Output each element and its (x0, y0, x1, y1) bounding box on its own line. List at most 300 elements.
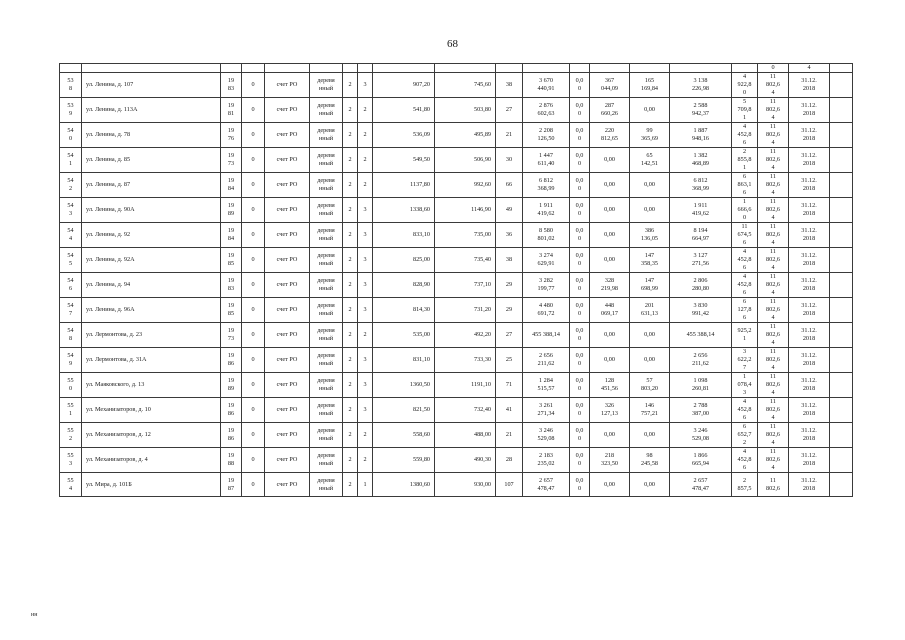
table-cell: 11 674,5 6 (732, 223, 758, 248)
table-cell: 825,00 (373, 248, 435, 273)
table-cell: 831,10 (373, 348, 435, 373)
table-cell: 907,20 (373, 73, 435, 98)
table-cell-empty (830, 398, 853, 423)
table-cell: 0 (242, 98, 265, 123)
table-cell (830, 64, 853, 73)
table-cell: 19 73 (221, 148, 242, 173)
table-cell: 11 802,6 4 (758, 223, 789, 248)
table-cell-empty (830, 323, 853, 348)
address-cell: ул. Ленина, д. 92А (82, 248, 221, 273)
table-cell: деревя нный (310, 73, 343, 98)
table-cell: 19 85 (221, 298, 242, 323)
table-cell-empty (830, 298, 853, 323)
table-cell: 2 (358, 173, 373, 198)
table-cell (221, 64, 242, 73)
table-cell: 99 365,69 (630, 123, 670, 148)
table-cell: 2 183 235,02 (523, 448, 570, 473)
table-cell: 11 802,6 4 (758, 98, 789, 123)
footer-mark: нн (31, 612, 38, 618)
table-cell: счет РО (265, 398, 310, 423)
table-cell: деревя нный (310, 423, 343, 448)
table-cell: 732,40 (435, 398, 496, 423)
table-cell: 0 (242, 173, 265, 198)
table-row (60, 323, 853, 348)
table-cell: 992,60 (435, 173, 496, 198)
table-cell: 3 246 529,08 (670, 423, 732, 448)
table-cell: 147 358,35 (630, 248, 670, 273)
table-cell: 31.12. 2018 (789, 373, 830, 398)
table-cell: 1 911 419,62 (670, 198, 732, 223)
table-cell: 828,90 (373, 273, 435, 298)
table-cell: 19 83 (221, 73, 242, 98)
table-cell (732, 64, 758, 73)
table-cell: 821,50 (373, 398, 435, 423)
table-cell: 4 452,8 6 (732, 123, 758, 148)
table-cell: 54 1 (60, 148, 82, 173)
table-cell: 0,0 0 (570, 398, 590, 423)
table-cell: 833,10 (373, 223, 435, 248)
table-cell: 2 656 211,62 (670, 348, 732, 373)
table-cell: 2 (343, 73, 358, 98)
table-cell (630, 64, 670, 73)
table-cell: 28 (496, 448, 523, 473)
table-cell: 2 (343, 273, 358, 298)
address-cell: ул. Ленина, д. 78 (82, 123, 221, 148)
table-cell: 201 631,13 (630, 298, 670, 323)
table-row (60, 98, 853, 123)
table-cell: 11 802,6 4 (758, 173, 789, 198)
table-cell: деревя нный (310, 123, 343, 148)
table-cell: 2 (358, 123, 373, 148)
table-cell: счет РО (265, 273, 310, 298)
table-cell: 0 (242, 323, 265, 348)
table-cell (60, 64, 82, 73)
table-cell: 2 (343, 148, 358, 173)
address-cell: ул. Механизаторов, д. 4 (82, 448, 221, 473)
page-number: 68 (447, 38, 458, 50)
table-row (60, 123, 853, 148)
table-cell: счет РО (265, 448, 310, 473)
table-cell: 735,00 (435, 223, 496, 248)
table-body (60, 64, 853, 497)
table-cell: 31.12. 2018 (789, 173, 830, 198)
table-cell: счет РО (265, 223, 310, 248)
address-cell: ул. Ленина, д. 107 (82, 73, 221, 98)
table-cell-empty (830, 223, 853, 248)
table-cell: 1 666,6 0 (732, 198, 758, 223)
table-cell: счет РО (265, 473, 310, 497)
table-cell (670, 64, 732, 73)
table-cell: деревя нный (310, 473, 343, 497)
table-cell: 1146,90 (435, 198, 496, 223)
table-row (60, 348, 853, 373)
table-cell: 41 (496, 398, 523, 423)
table-cell: 930,00 (435, 473, 496, 497)
table-cell: счет РО (265, 423, 310, 448)
table-cell: 31.12. 2018 (789, 473, 830, 497)
address-cell: ул. Лермонтова, д. 23 (82, 323, 221, 348)
table-cell: 3 261 271,34 (523, 398, 570, 423)
table-cell: 2 (343, 348, 358, 373)
table-cell: 925,2 1 (732, 323, 758, 348)
table-cell: 2 657 478,47 (523, 473, 570, 497)
table-cell: 0,00 (590, 198, 630, 223)
table-cell: 2 (343, 298, 358, 323)
table-cell: 54 3 (60, 198, 82, 223)
table-cell: 8 194 664,97 (670, 223, 732, 248)
table-cell: 0,0 0 (570, 348, 590, 373)
table-cell-empty (830, 148, 853, 173)
table-cell: 3 274 629,91 (523, 248, 570, 273)
table-cell: 38 (496, 248, 523, 273)
table-cell: 11 802,6 4 (758, 323, 789, 348)
table-cell: 31.12. 2018 (789, 148, 830, 173)
table-cell: 11 802,6 4 (758, 398, 789, 423)
table-cell: 19 81 (221, 98, 242, 123)
table-cell: 4 452,8 6 (732, 448, 758, 473)
table-cell: 1 887 948,16 (670, 123, 732, 148)
housing-registry-table (59, 63, 853, 497)
table-cell: 19 84 (221, 223, 242, 248)
address-cell: ул. Ленина, д. 96А (82, 298, 221, 323)
table-cell: 2 (343, 123, 358, 148)
address-cell: ул. Ленина, д. 92 (82, 223, 221, 248)
table-row-continuation (60, 64, 853, 73)
table-cell: 2 (358, 98, 373, 123)
table-cell: 2 (343, 473, 358, 497)
table-cell: 11 802,6 4 (758, 273, 789, 298)
table-cell (310, 64, 343, 73)
table-cell: 54 6 (60, 273, 82, 298)
table-cell: 4 452,8 6 (732, 248, 758, 273)
address-cell: ул. Маяковского, д. 13 (82, 373, 221, 398)
table-cell: 54 7 (60, 298, 82, 323)
table-cell-empty (830, 198, 853, 223)
table-cell: 0 (242, 298, 265, 323)
table-cell: 6 652,7 2 (732, 423, 758, 448)
table-cell: 11 802,6 4 (758, 248, 789, 273)
table-cell: 3 622,2 7 (732, 348, 758, 373)
table-cell (590, 64, 630, 73)
table-cell: 1 098 260,81 (670, 373, 732, 398)
table-cell: 19 85 (221, 248, 242, 273)
table-cell: 0,00 (630, 198, 670, 223)
table-cell: 19 86 (221, 348, 242, 373)
table-cell: деревя нный (310, 273, 343, 298)
address-cell: ул. Ленина, д. 113А (82, 98, 221, 123)
table-cell: 2 (358, 323, 373, 348)
table-cell: 54 0 (60, 123, 82, 148)
table-cell: 2 806 280,80 (670, 273, 732, 298)
table-cell: 19 88 (221, 448, 242, 473)
table-cell: 31.12. 2018 (789, 423, 830, 448)
table-cell: 3 (358, 298, 373, 323)
table-cell: 488,00 (435, 423, 496, 448)
table-cell: 98 245,58 (630, 448, 670, 473)
table-cell: 0,00 (630, 323, 670, 348)
table-cell: 31.12. 2018 (789, 223, 830, 248)
table-cell: счет РО (265, 373, 310, 398)
table-cell: 165 169,84 (630, 73, 670, 98)
table-cell: 549,50 (373, 148, 435, 173)
table-cell: 2 857,5 (732, 473, 758, 497)
table-cell: 287 660,26 (590, 98, 630, 123)
table-cell: счет РО (265, 323, 310, 348)
table-cell: 2 (343, 198, 358, 223)
table-row (60, 173, 853, 198)
table-cell: 31.12. 2018 (789, 298, 830, 323)
table-cell: 735,40 (435, 248, 496, 273)
table-cell-empty (830, 173, 853, 198)
table-cell: деревя нный (310, 298, 343, 323)
table-cell (242, 64, 265, 73)
table-cell: 3 (358, 73, 373, 98)
table-cell: счет РО (265, 248, 310, 273)
table-cell: 3 282 199,77 (523, 273, 570, 298)
table-cell: 55 2 (60, 423, 82, 448)
table-cell: деревя нный (310, 448, 343, 473)
table-cell: 2 (343, 173, 358, 198)
table-cell: 541,80 (373, 98, 435, 123)
table-cell: 2 (343, 223, 358, 248)
table-cell: 1 866 665,94 (670, 448, 732, 473)
table-cell: деревя нный (310, 198, 343, 223)
table-cell: 0 (242, 198, 265, 223)
table-row (60, 73, 853, 98)
table-cell: 54 8 (60, 323, 82, 348)
table-cell: 0,00 (590, 148, 630, 173)
table-cell-empty (830, 448, 853, 473)
table-cell: 1 447 611,40 (523, 148, 570, 173)
table-cell: 4 452,8 6 (732, 398, 758, 423)
table-cell: 4 452,8 6 (732, 273, 758, 298)
table-cell: 745,60 (435, 73, 496, 98)
table-cell: 0 (758, 64, 789, 73)
table-cell: 0,00 (590, 423, 630, 448)
table-row (60, 298, 853, 323)
table-cell: 1 (358, 473, 373, 497)
table-cell: 0 (242, 348, 265, 373)
table-cell: 0,0 0 (570, 98, 590, 123)
table-cell: 53 8 (60, 73, 82, 98)
table-cell: счет РО (265, 348, 310, 373)
table-cell: 4 (789, 64, 830, 73)
table-cell: 4 922,8 0 (732, 73, 758, 98)
table-cell: 1191,10 (435, 373, 496, 398)
table-cell: 3 (358, 223, 373, 248)
table-cell: 0 (242, 398, 265, 423)
table-cell: 31.12. 2018 (789, 248, 830, 273)
table-cell: 6 127,8 6 (732, 298, 758, 323)
table-cell: 0,00 (590, 473, 630, 497)
table-cell: 2 855,8 1 (732, 148, 758, 173)
table-cell: 54 5 (60, 248, 82, 273)
table-cell: 0,0 0 (570, 73, 590, 98)
table-cell: 19 86 (221, 423, 242, 448)
table-cell: 0 (242, 223, 265, 248)
table-cell: 1338,60 (373, 198, 435, 223)
table-cell: 36 (496, 223, 523, 248)
table-cell: 65 142,51 (630, 148, 670, 173)
table-row (60, 198, 853, 223)
table-cell (343, 64, 358, 73)
table-cell: 54 9 (60, 348, 82, 373)
table-cell: 53 9 (60, 98, 82, 123)
table-cell: 0,0 0 (570, 123, 590, 148)
table-cell: 11 802,6 4 (758, 298, 789, 323)
table-cell: 29 (496, 298, 523, 323)
table-cell: 57 803,20 (630, 373, 670, 398)
table-cell: счет РО (265, 198, 310, 223)
table-cell: 0,00 (590, 248, 630, 273)
table-cell: 128 451,56 (590, 373, 630, 398)
table-cell: деревя нный (310, 348, 343, 373)
table-cell: деревя нный (310, 148, 343, 173)
table-cell: 55 3 (60, 448, 82, 473)
table-cell: 31.12. 2018 (789, 98, 830, 123)
table-cell: 0 (242, 123, 265, 148)
address-cell: ул. Ленина, д. 85 (82, 148, 221, 173)
table-cell: 19 83 (221, 273, 242, 298)
table-cell: 19 89 (221, 198, 242, 223)
table-cell: 11 802,6 4 (758, 448, 789, 473)
table-cell: 19 76 (221, 123, 242, 148)
table-cell: 0,0 0 (570, 173, 590, 198)
table-cell: 328 219,98 (590, 273, 630, 298)
table-cell: 3 (358, 348, 373, 373)
table-cell: 2 (358, 423, 373, 448)
table-cell: 19 73 (221, 323, 242, 348)
table-cell: 0,0 0 (570, 248, 590, 273)
table-cell (570, 64, 590, 73)
table-cell: 0,00 (630, 473, 670, 497)
table-cell: 448 069,17 (590, 298, 630, 323)
table-cell: счет РО (265, 173, 310, 198)
table-cell: 19 89 (221, 373, 242, 398)
table-cell: 0,00 (590, 348, 630, 373)
table-row (60, 223, 853, 248)
table-cell: 55 4 (60, 473, 82, 497)
table-cell: 2 (343, 448, 358, 473)
table-row (60, 373, 853, 398)
table-cell (496, 64, 523, 73)
table-cell: 733,30 (435, 348, 496, 373)
table-cell: деревя нный (310, 98, 343, 123)
address-cell: ул. Ленина, д. 87 (82, 173, 221, 198)
table-cell: 558,60 (373, 423, 435, 448)
table-cell: 1137,80 (373, 173, 435, 198)
table-cell (435, 64, 496, 73)
table-cell: 27 (496, 98, 523, 123)
address-cell: ул. Ленина, д. 90А (82, 198, 221, 223)
table-cell: 2 (343, 373, 358, 398)
table-cell: 386 136,05 (630, 223, 670, 248)
table-cell: счет РО (265, 98, 310, 123)
table-cell: 326 127,13 (590, 398, 630, 423)
table-cell-empty (830, 73, 853, 98)
table-cell: 3 (358, 273, 373, 298)
table-cell: 19 87 (221, 473, 242, 497)
table-cell: 559,80 (373, 448, 435, 473)
table-cell: 55 0 (60, 373, 82, 398)
table-row (60, 473, 853, 497)
address-cell: ул. Мира, д. 101Б (82, 473, 221, 497)
table-cell: 2 (358, 448, 373, 473)
table-cell: 8 580 801,02 (523, 223, 570, 248)
table-cell: 503,80 (435, 98, 496, 123)
address-cell: ул. Механизаторов, д. 12 (82, 423, 221, 448)
table-cell: 0,0 0 (570, 373, 590, 398)
table-cell: 0,00 (630, 423, 670, 448)
table-cell: 492,20 (435, 323, 496, 348)
table-cell: 0,00 (590, 223, 630, 248)
table-cell: 38 (496, 73, 523, 98)
table-cell: 0,0 0 (570, 223, 590, 248)
table-cell (82, 64, 221, 73)
table-cell: 3 830 991,42 (670, 298, 732, 323)
table-cell-empty (830, 423, 853, 448)
table-cell-empty (830, 123, 853, 148)
table-cell: 0 (242, 473, 265, 497)
table-cell: 31.12. 2018 (789, 398, 830, 423)
table-cell: счет РО (265, 148, 310, 173)
address-cell: ул. Лермонтова, д. 31А (82, 348, 221, 373)
table-cell: 455 388,14 (670, 323, 732, 348)
table-cell: 49 (496, 198, 523, 223)
table-cell: 30 (496, 148, 523, 173)
table-cell: 1 911 419,62 (523, 198, 570, 223)
table-cell-empty (830, 248, 853, 273)
table-cell: 731,20 (435, 298, 496, 323)
table-row (60, 398, 853, 423)
table-cell: 4 480 691,72 (523, 298, 570, 323)
table-cell: 31.12. 2018 (789, 348, 830, 373)
table-cell: 31.12. 2018 (789, 198, 830, 223)
table-cell: 11 802,6 4 (758, 73, 789, 98)
table-cell: 11 802,6 (758, 473, 789, 497)
table-cell: 21 (496, 123, 523, 148)
table-cell: 66 (496, 173, 523, 198)
table-cell: 0 (242, 423, 265, 448)
table-cell: 27 (496, 323, 523, 348)
table-cell: 31.12. 2018 (789, 123, 830, 148)
table-cell: 2 657 478,47 (670, 473, 732, 497)
table-cell: 0,0 0 (570, 148, 590, 173)
table-cell: 11 802,6 4 (758, 198, 789, 223)
table-cell: 0,0 0 (570, 448, 590, 473)
table-cell: 0,0 0 (570, 298, 590, 323)
table-cell: 11 802,6 4 (758, 423, 789, 448)
table-cell: 3 138 226,98 (670, 73, 732, 98)
table-cell: 31.12. 2018 (789, 448, 830, 473)
table-cell: 490,30 (435, 448, 496, 473)
table-cell: 0,00 (630, 173, 670, 198)
table-cell: 0 (242, 273, 265, 298)
table-cell: 31.12. 2018 (789, 73, 830, 98)
table-cell: 0,00 (630, 98, 670, 123)
table-row (60, 148, 853, 173)
table-cell (523, 64, 570, 73)
table-cell: 3 (358, 373, 373, 398)
table-cell: деревя нный (310, 323, 343, 348)
table-cell: 11 802,6 4 (758, 148, 789, 173)
table-cell (373, 64, 435, 73)
table-cell: счет РО (265, 123, 310, 148)
table-cell: 3 (358, 248, 373, 273)
table-cell-empty (830, 373, 853, 398)
table-cell: 11 802,6 4 (758, 123, 789, 148)
table-cell: 0,00 (590, 173, 630, 198)
